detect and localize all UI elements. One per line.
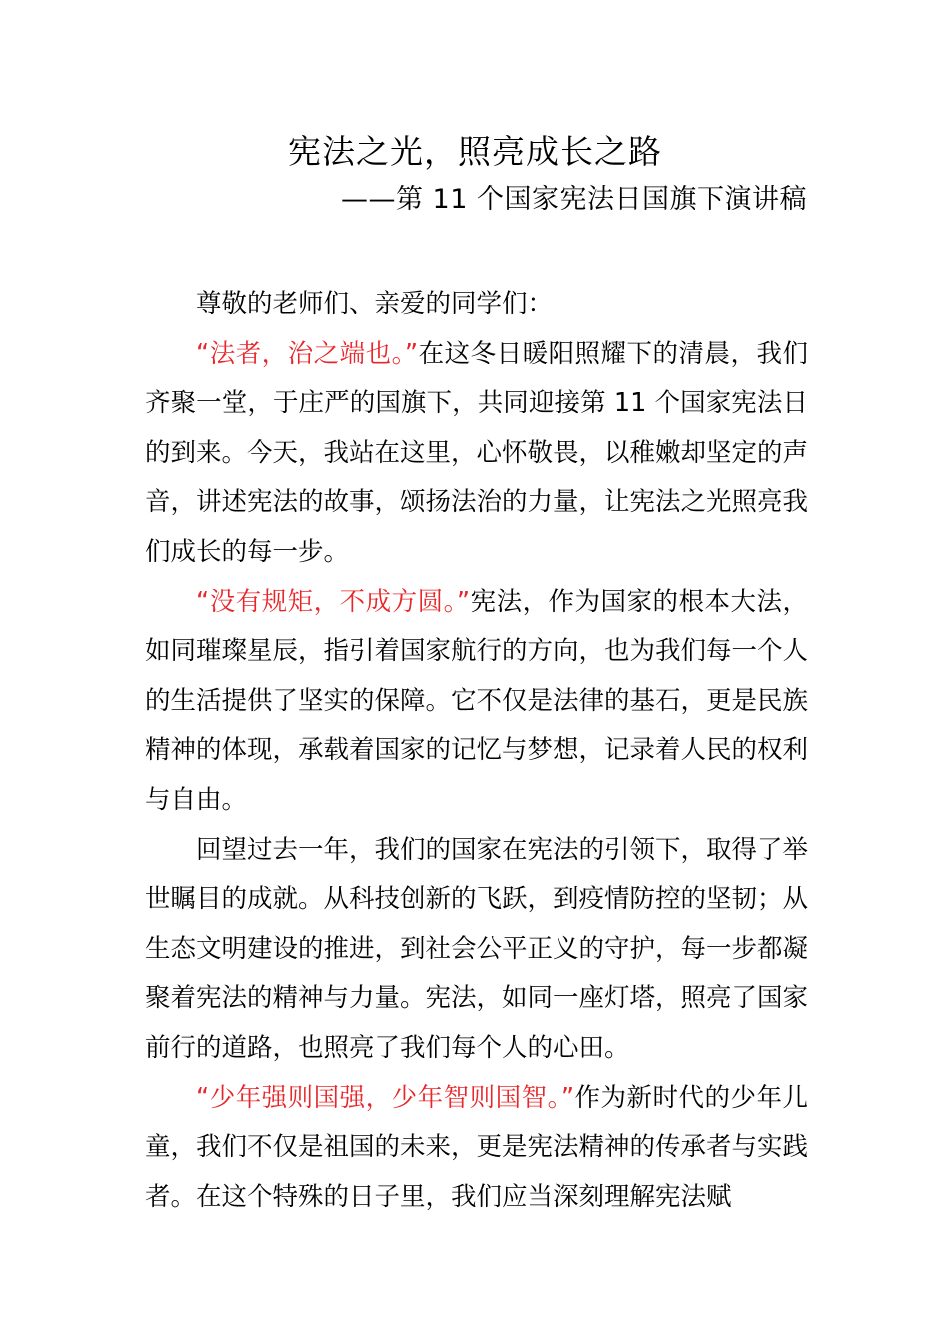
greeting: 尊敬的老师们、亲爱的同学们： <box>196 289 554 319</box>
paragraph-2-text: 宪法，作为国家的根本大法，如同璀璨星辰，指引着国家航行的方向，也为我们每一个人的生活提供了坚实的保障。它不仅是法律的基石，更是民族精神的体现，承载着国家的记忆与梦想，记录着人民的权利与自由。 <box>145 586 809 815</box>
document-title: 宪法之光，照亮成长之路 <box>288 132 662 171</box>
quote-4: “少年强则国强，少年智则国智。” <box>196 1082 575 1113</box>
document-subtitle: ——第 11 个国家宪法日国旗下演讲稿 <box>340 184 807 215</box>
paragraph-4 <box>145 1074 808 1223</box>
paragraph-1-text: 在这冬日暖阳照耀下的清晨，我们齐聚一堂，于庄严的国旗下，共同迎接第 11 个国家宪法日的到来。今天，我站在这里，心怀敬畏，以稚嫩却坚定的声音，讲述宪法的故事，颂扬法治的力量，让宪法之光照亮我们成长的每一步。 <box>145 338 809 567</box>
quote-2: “没有规矩，不成方圆。” <box>196 586 471 617</box>
paragraph-4-text: 作为新时代的少年儿童，我们不仅是祖国的未来，更是宪法精神的传承者与实践者。在这个特殊的日子里，我们应当深刻理解宪法赋 <box>145 1082 809 1212</box>
quote-1: “法者，治之端也。” <box>196 338 419 369</box>
document-body <box>145 280 808 1222</box>
paragraph-3-text: 回望过去一年，我们的国家在宪法的引领下，取得了举世瞩目的成就。从科技创新的飞跃，到疫情防控的坚韧；从生态文明建设的推进，到社会公平正义的守护，每一步都凝聚着宪法的精神与力量。宪法，如同一座灯塔，照亮了国家前行的道路，也照亮了我们每个人的心田。 <box>145 834 809 1063</box>
paragraph-3 <box>145 826 808 1074</box>
paragraph-1 <box>145 330 808 578</box>
paragraph-2 <box>145 578 808 826</box>
